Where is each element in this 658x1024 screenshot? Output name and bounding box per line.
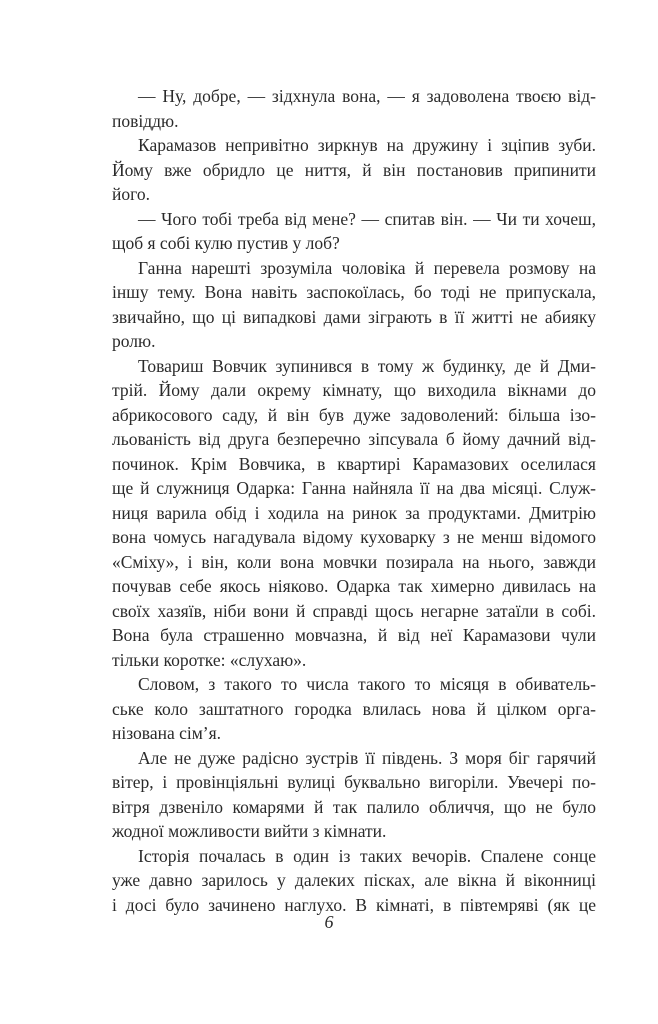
text-line: Словом, з такого то числа такого то місяця в обиватель-: [138, 674, 596, 694]
text-line: іншу тему. Вона навіть заспокоїлась, бо тоді не припускала,: [112, 282, 596, 302]
page-number: 6: [324, 912, 334, 932]
text-line: Ганна нарешті зрозуміла чоловіка й перевела розмову на: [138, 257, 596, 278]
text-line: звичайно, що ці випадкові дами зіграють в її житті не абияку: [112, 306, 596, 327]
text-line: починок. Крім Вовчика, в квартирі Карамазових оселилася: [112, 453, 596, 474]
text-line: Історія почалась в один із таких вечорів. Спалене сонце: [138, 845, 596, 866]
text-line: нізована сім’я.: [112, 723, 222, 743]
text-line: вітер, і провінціяльні вулиці буквально вигоріли. Увечері по-: [112, 772, 596, 792]
text-line: щоб я собі кулю пустив у лоб?: [112, 233, 340, 253]
text-line: вітря дзвеніло комарями й так палило обличчя, що не було: [112, 796, 596, 817]
text-line: повіддю.: [112, 110, 179, 131]
text-line: жодної можливости вийти з кімнати.: [112, 821, 387, 841]
text-line: — Чого тобі треба від мене? — спитав він. — Чи ти хочеш,: [138, 208, 596, 229]
text-line: ролю.: [112, 331, 156, 351]
text-line: Але не дуже радісно зустрів її південь. З моря біг гарячий: [138, 747, 596, 768]
text-line: Карамазов непривітно зиркнув на дружину і зціпив зуби.: [138, 135, 596, 155]
text-line: абрикосового саду, й він був дуже задоволений: більша ізо-: [112, 404, 596, 425]
text-line: вона чомусь нагадувала відому куховарку з не менш відомого: [112, 527, 596, 547]
text-line: Вона була страшенно мовчазна, й від неї Карамазови чули: [112, 625, 596, 645]
text-line: Товариш Вовчик зупинився в тому ж будинку, де й Дми-: [138, 355, 596, 376]
text-line: ниця варила обід і ходила на ринок за продуктами. Дмитрію: [112, 502, 596, 523]
text-line: «Сміху», і він, коли вона мовчки позирала на нього, завжди: [112, 551, 596, 572]
text-line: і досі було зачинено наглухо. В кімнаті, в півтемряві (як це: [112, 894, 596, 915]
text-line: — Ну, добре, — зідхнула вона, — я задоволена твоєю від-: [138, 86, 596, 106]
text-line: Йому вже обридло це ниття, й він постановив припинити: [112, 159, 596, 180]
text-line: його.: [112, 184, 150, 204]
text-line: тільки коротке: «слухаю».: [112, 649, 307, 670]
book-page-text: [112, 84, 596, 917]
text-line: трій. Йому дали окрему кімнату, що виходила вікнами до: [112, 380, 596, 400]
text-line: ще й служниця Одарка: Ганна найняла її на два місяці. Служ-: [112, 478, 596, 498]
text-line: уже давно зарилось у далеких пісках, але вікна й віконниці: [112, 870, 596, 890]
text-line: ське коло заштатного городка влилась нова й цілком орга-: [112, 698, 596, 719]
text-line: своїх хазяїв, ніби вони й справді щось негарне затаїли в собі.: [112, 600, 596, 621]
text-line: почував себе якось ніяково. Одарка так химерно дивилась на: [112, 576, 596, 596]
text-line: льованість від друга безперечно зіпсувала б йому дачний від-: [112, 429, 596, 449]
